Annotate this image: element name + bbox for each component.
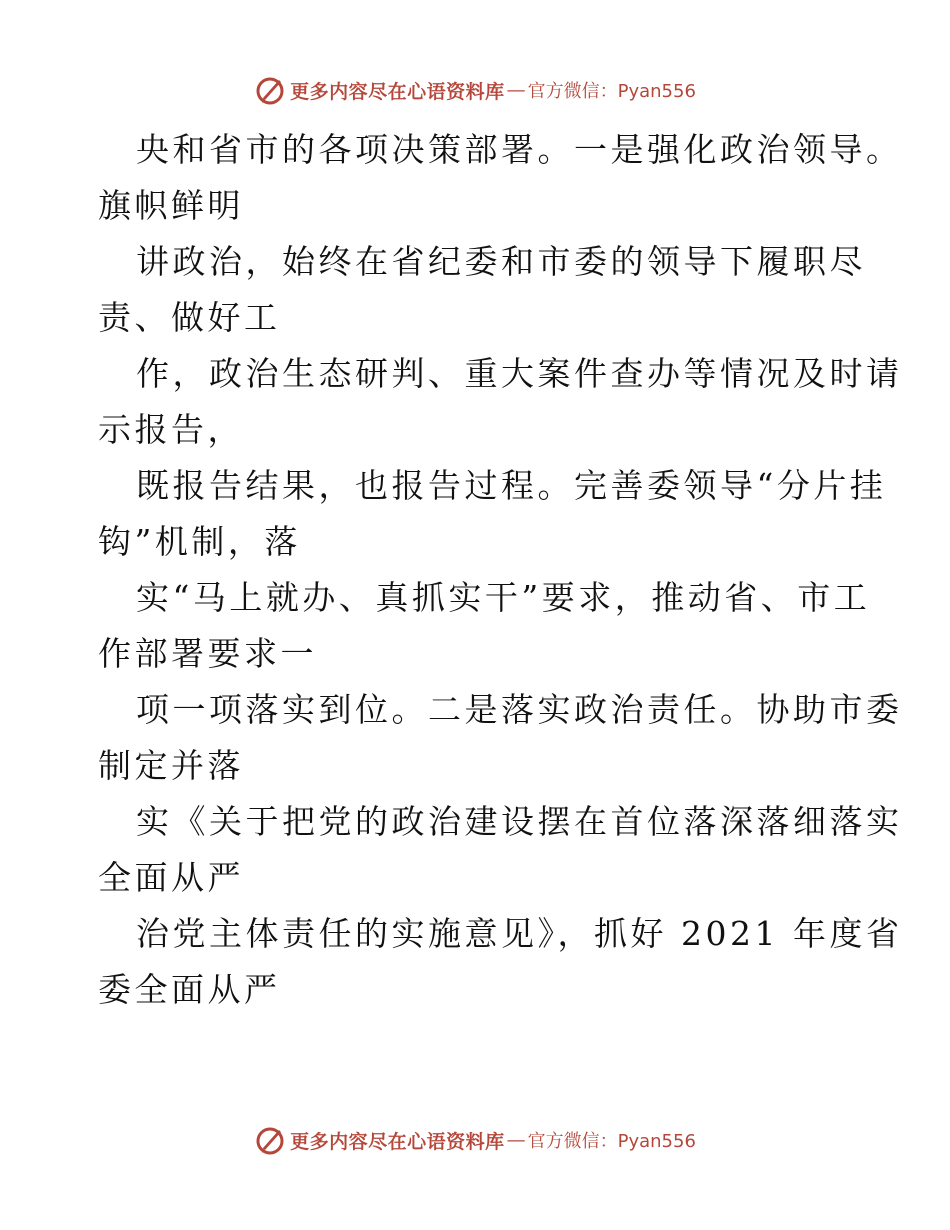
watermark-dash: — — [506, 1129, 526, 1151]
body-line: 既报告结果，也报告过程。完善委领导“分片挂 — [136, 466, 887, 505]
watermark-text: 更多内容尽在心语资料库 — [290, 80, 505, 103]
body-line: 全面从严 — [98, 858, 244, 897]
quill-logo-icon — [254, 74, 286, 106]
watermark-wechat: 官方微信：Pyan556 — [527, 81, 696, 102]
document-body — [98, 122, 903, 1018]
body-line: 示报告， — [98, 410, 244, 449]
body-line: 钩”机制，落 — [98, 522, 301, 561]
body-line: 旗帜鲜明 — [98, 186, 244, 225]
body-line: 委全面从严 — [98, 970, 281, 1009]
body-line: 制定并落 — [98, 746, 244, 785]
body-line: 项一项落实到位。二是落实政治责任。协助市委 — [136, 690, 903, 729]
body-line: 实“马上就办、真抓实干”要求，推动省、市工 — [136, 578, 871, 617]
header-watermark — [0, 70, 950, 110]
body-line: 讲政治，始终在省纪委和市委的领导下履职尽 — [136, 242, 866, 281]
body-line: 责、做好工 — [98, 298, 281, 337]
body-line: 央和省市的各项决策部署。一是强化政治领导。 — [136, 130, 903, 169]
body-line: 治党主体责任的实施意见》，抓好 2021 年度省 — [136, 914, 903, 953]
quill-logo-icon — [254, 1124, 286, 1156]
body-line: 作，政治生态研判、重大案件查办等情况及时请 — [136, 354, 903, 393]
watermark-dash: — — [506, 79, 526, 101]
footer-watermark — [0, 1120, 950, 1160]
watermark-wechat: 官方微信：Pyan556 — [527, 1131, 696, 1152]
body-line: 实《关于把党的政治建设摆在首位落深落细落实 — [136, 802, 903, 841]
watermark-text: 更多内容尽在心语资料库 — [290, 1130, 505, 1153]
body-line: 作部署要求一 — [98, 634, 317, 673]
